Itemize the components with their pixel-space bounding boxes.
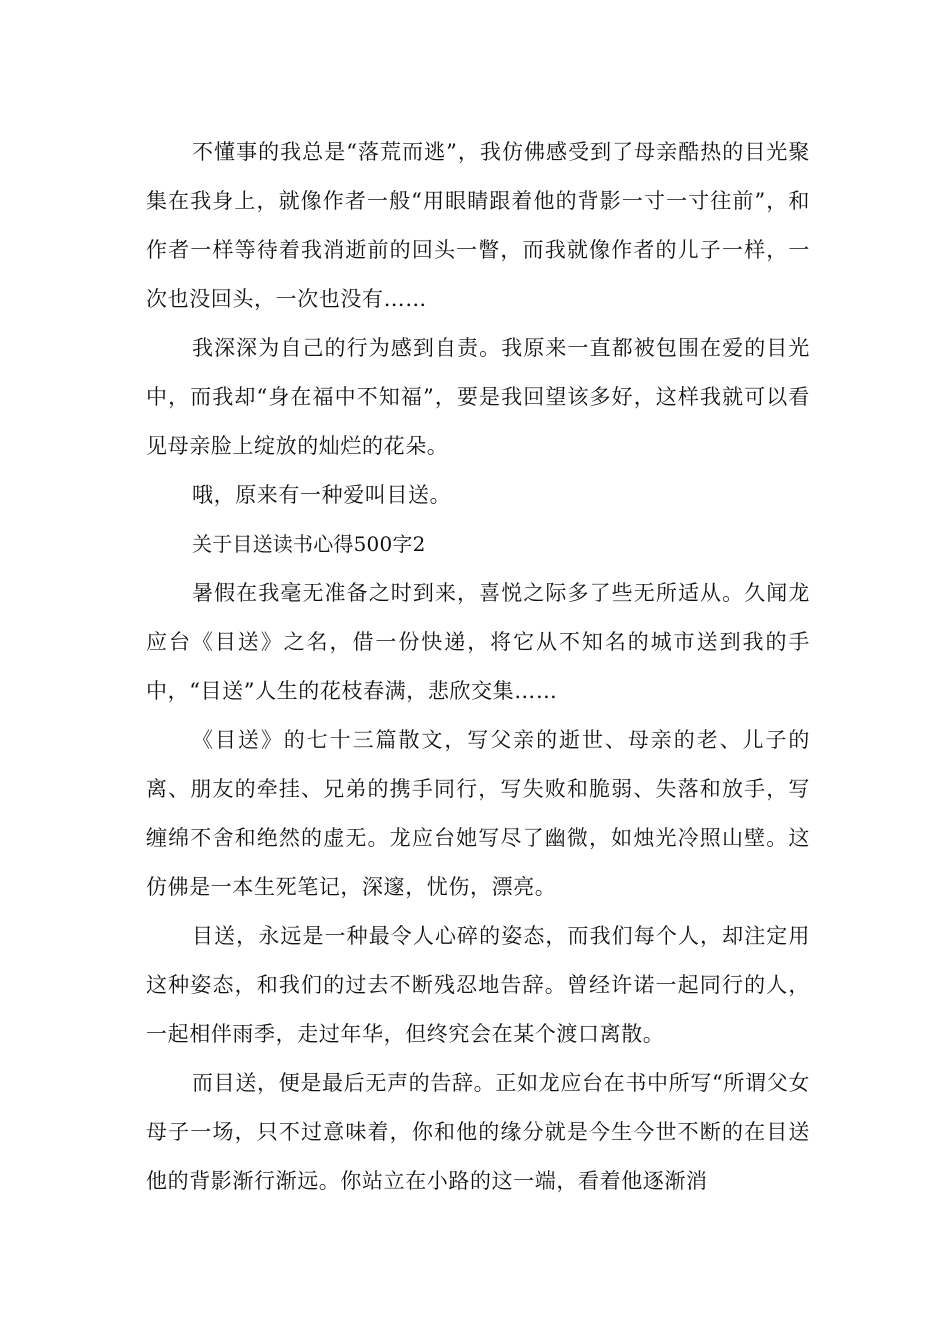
paragraph-3: 哦，原来有一种爱叫目送。 <box>192 483 452 507</box>
paragraph-4: 暑假在我毫无准备之时到来，喜悦之际多了些无所适从。久闻龙应台《目送》之名，借一份快递，将它从不知名的城市送到我的手中，“目送”人生的花枝春满，悲欣交集…… <box>146 581 810 703</box>
paragraph-6: 目送，永远是一种最令人心碎的姿态，而我们每个人，却注定用这种姿态，和我们的过去不断残忍地告辞。曾经许诺一起同行的人，一起相伴雨季，走过年华，但终究会在某个渡口离散。 <box>146 924 810 1046</box>
paragraph-1: 不懂事的我总是“落荒而逃”，我仿佛感受到了母亲酷热的目光聚集在我身上，就像作者一般“用眼睛跟着他的背影一寸一寸往前”，和作者一样等待着我消逝前的回头一瞥，而我就像作者的儿子一样，一次也没回头，一次也没有…… <box>146 140 810 311</box>
paragraph-5: 《目送》的七十三篇散文，写父亲的逝世、母亲的老、儿子的离、朋友的牵挂、兄弟的携手同行，写失败和脆弱、失落和放手，写缠绵不舍和绝然的虚无。龙应台她写尽了幽微，如烛光冷照山壁。这仿佛是一本生死笔记，深邃，忧伤，漂亮。 <box>146 728 810 899</box>
paragraph-2: 我深深为自己的行为感到自责。我原来一直都被包围在爱的目光中，而我却“身在福中不知福”，要是我回望该多好，这样我就可以看见母亲脸上绽放的灿烂的花朵。 <box>146 336 810 458</box>
section-heading: 关于目送读书心得500字2 <box>192 532 426 556</box>
document-page <box>146 128 810 1206</box>
paragraph-7: 而目送，便是最后无声的告辞。正如龙应台在书中所写“所谓父女母子一场，只不过意味着，你和他的缘分就是今生今世不断的在目送他的背影渐行渐远。你站立在小路的这一端，看着他逐渐消 <box>146 1071 810 1193</box>
